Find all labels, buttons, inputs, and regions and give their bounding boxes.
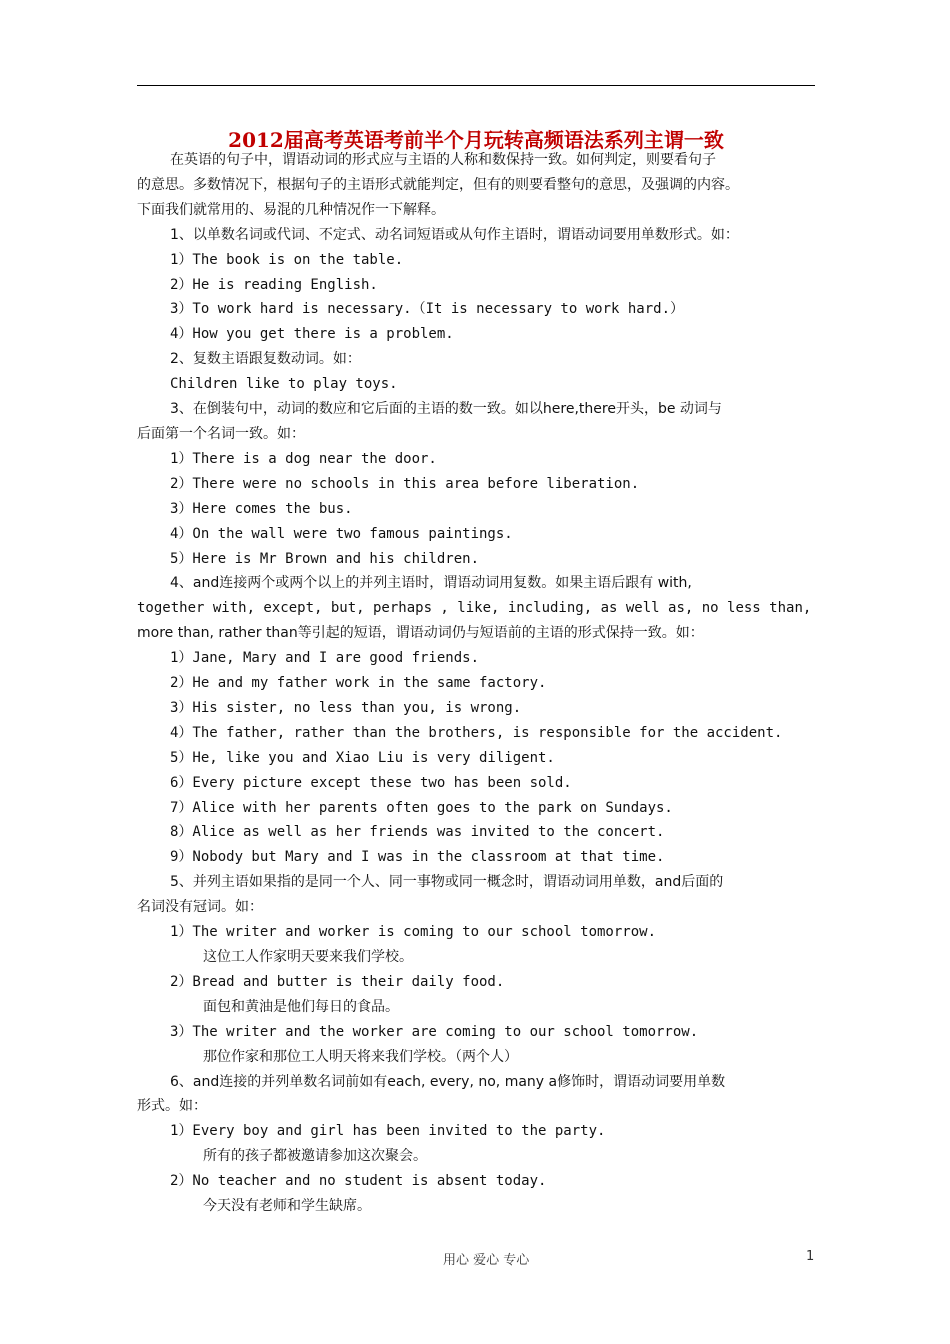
text-line: 2）There were no schools in this area before liberation. — [170, 475, 640, 492]
text-line: Children like to play toys. — [170, 376, 398, 393]
text-line: 的意思。多数情况下，根据句子的主语形式就能判定，但有的则要看整句的意思，及强调的内容。 — [137, 176, 739, 193]
text-line: 3、在倒装句中，动词的数应和它后面的主语的数一致。如以here,there开头，be 动词与 — [170, 401, 722, 418]
text-line: 4）The father, rather than the brothers, is responsible for the accident. — [170, 724, 783, 741]
text-line: 1、以单数名词或代词、不定式、动名词短语或从句作主语时，谓语动词要用单数形式。如： — [170, 226, 739, 243]
text-line: 2）No teacher and no student is absent today. — [170, 1173, 547, 1190]
text-line: 5、并列主语如果指的是同一个人、同一事物或同一概念时，谓语动词用单数，and后面的 — [170, 874, 724, 891]
document-title: 2012届高考英语考前半个月玩转高频语法系列主谓一致 — [228, 128, 724, 152]
text-line: together with, except, but, perhaps , like, including, as well as, no less than, — [137, 600, 812, 617]
text-line: 6、and连接的并列单数名词前如有each, every, no, many a修饰时，谓语动词要用单数 — [170, 1073, 726, 1090]
text-line: 5）He, like you and Xiao Liu is very diligent. — [170, 749, 555, 766]
text-line: 1）Every boy and girl has been invited to the party. — [170, 1123, 606, 1140]
text-line: 1）There is a dog near the door. — [170, 450, 437, 467]
text-line: 3）The writer and the worker are coming to our school tomorrow. — [170, 1023, 699, 1040]
text-line: 2）He and my father work in the same factory. — [170, 675, 547, 692]
text-line: 3）Here comes the bus. — [170, 500, 353, 517]
text-line: 4）How you get there is a problem. — [170, 326, 454, 343]
text-line: 后面第一个名词一致。如： — [137, 425, 305, 442]
text-line: 这位工人作家明天要来我们学校。 — [203, 949, 413, 965]
text-line: 2）He is reading English. — [170, 276, 378, 293]
document-body — [137, 148, 815, 1219]
text-line: 3）His sister, no less than you, is wrong. — [170, 699, 522, 716]
text-line: 在英语的句子中，谓语动词的形式应与主语的人称和数保持一致。如何判定，则要看句子 — [170, 152, 716, 168]
text-line: 8）Alice as well as her friends was invited to the concert. — [170, 824, 665, 841]
header-rule — [137, 85, 815, 86]
text-line: 2）Bread and butter is their daily food. — [170, 973, 505, 990]
text-line: 5）Here is Mr Brown and his children. — [170, 550, 480, 567]
text-line: 下面我们就常用的、易混的几种情况作一下解释。 — [137, 201, 445, 218]
text-line: 3）To work hard is necessary.（It is necessary to work hard.） — [170, 301, 685, 318]
text-line: 4、and连接两个或两个以上的并列主语时，谓语动词用复数。如果主语后跟有 with, — [170, 575, 692, 592]
text-line: 9）Nobody but Mary and I was in the classroom at that time. — [170, 849, 665, 866]
text-line: 那位作家和那位工人明天将来我们学校。（两个人） — [203, 1048, 518, 1065]
page-number: 1 — [806, 1249, 815, 1264]
text-line: 4）On the wall were two famous paintings. — [170, 525, 513, 542]
text-line: 2、复数主语跟复数动词。如： — [170, 351, 361, 368]
text-line: 1）The book is on the table. — [170, 251, 404, 268]
text-line: 6）Every picture except these two has been sold. — [170, 774, 572, 791]
text-line: 今天没有老师和学生缺席。 — [203, 1198, 371, 1215]
text-line: 形式。如： — [137, 1098, 207, 1115]
text-line: 所有的孩子都被邀请参加这次聚会。 — [203, 1148, 427, 1165]
footer-slogan: 用心 爱心 专心 — [443, 1253, 530, 1268]
text-line: 1）Jane, Mary and I are good friends. — [170, 650, 480, 667]
text-line: 1）The writer and worker is coming to our school tomorrow. — [170, 924, 657, 941]
text-line: 名词没有冠词。如： — [137, 899, 263, 916]
text-line: 面包和黄油是他们每日的食品。 — [203, 998, 399, 1015]
text-line: 7）Alice with her parents often goes to the park on Sundays. — [170, 799, 673, 816]
text-line: more than, rather than等引起的短语，谓语动词仍与短语前的主语的形式保持一致。如： — [137, 625, 704, 642]
